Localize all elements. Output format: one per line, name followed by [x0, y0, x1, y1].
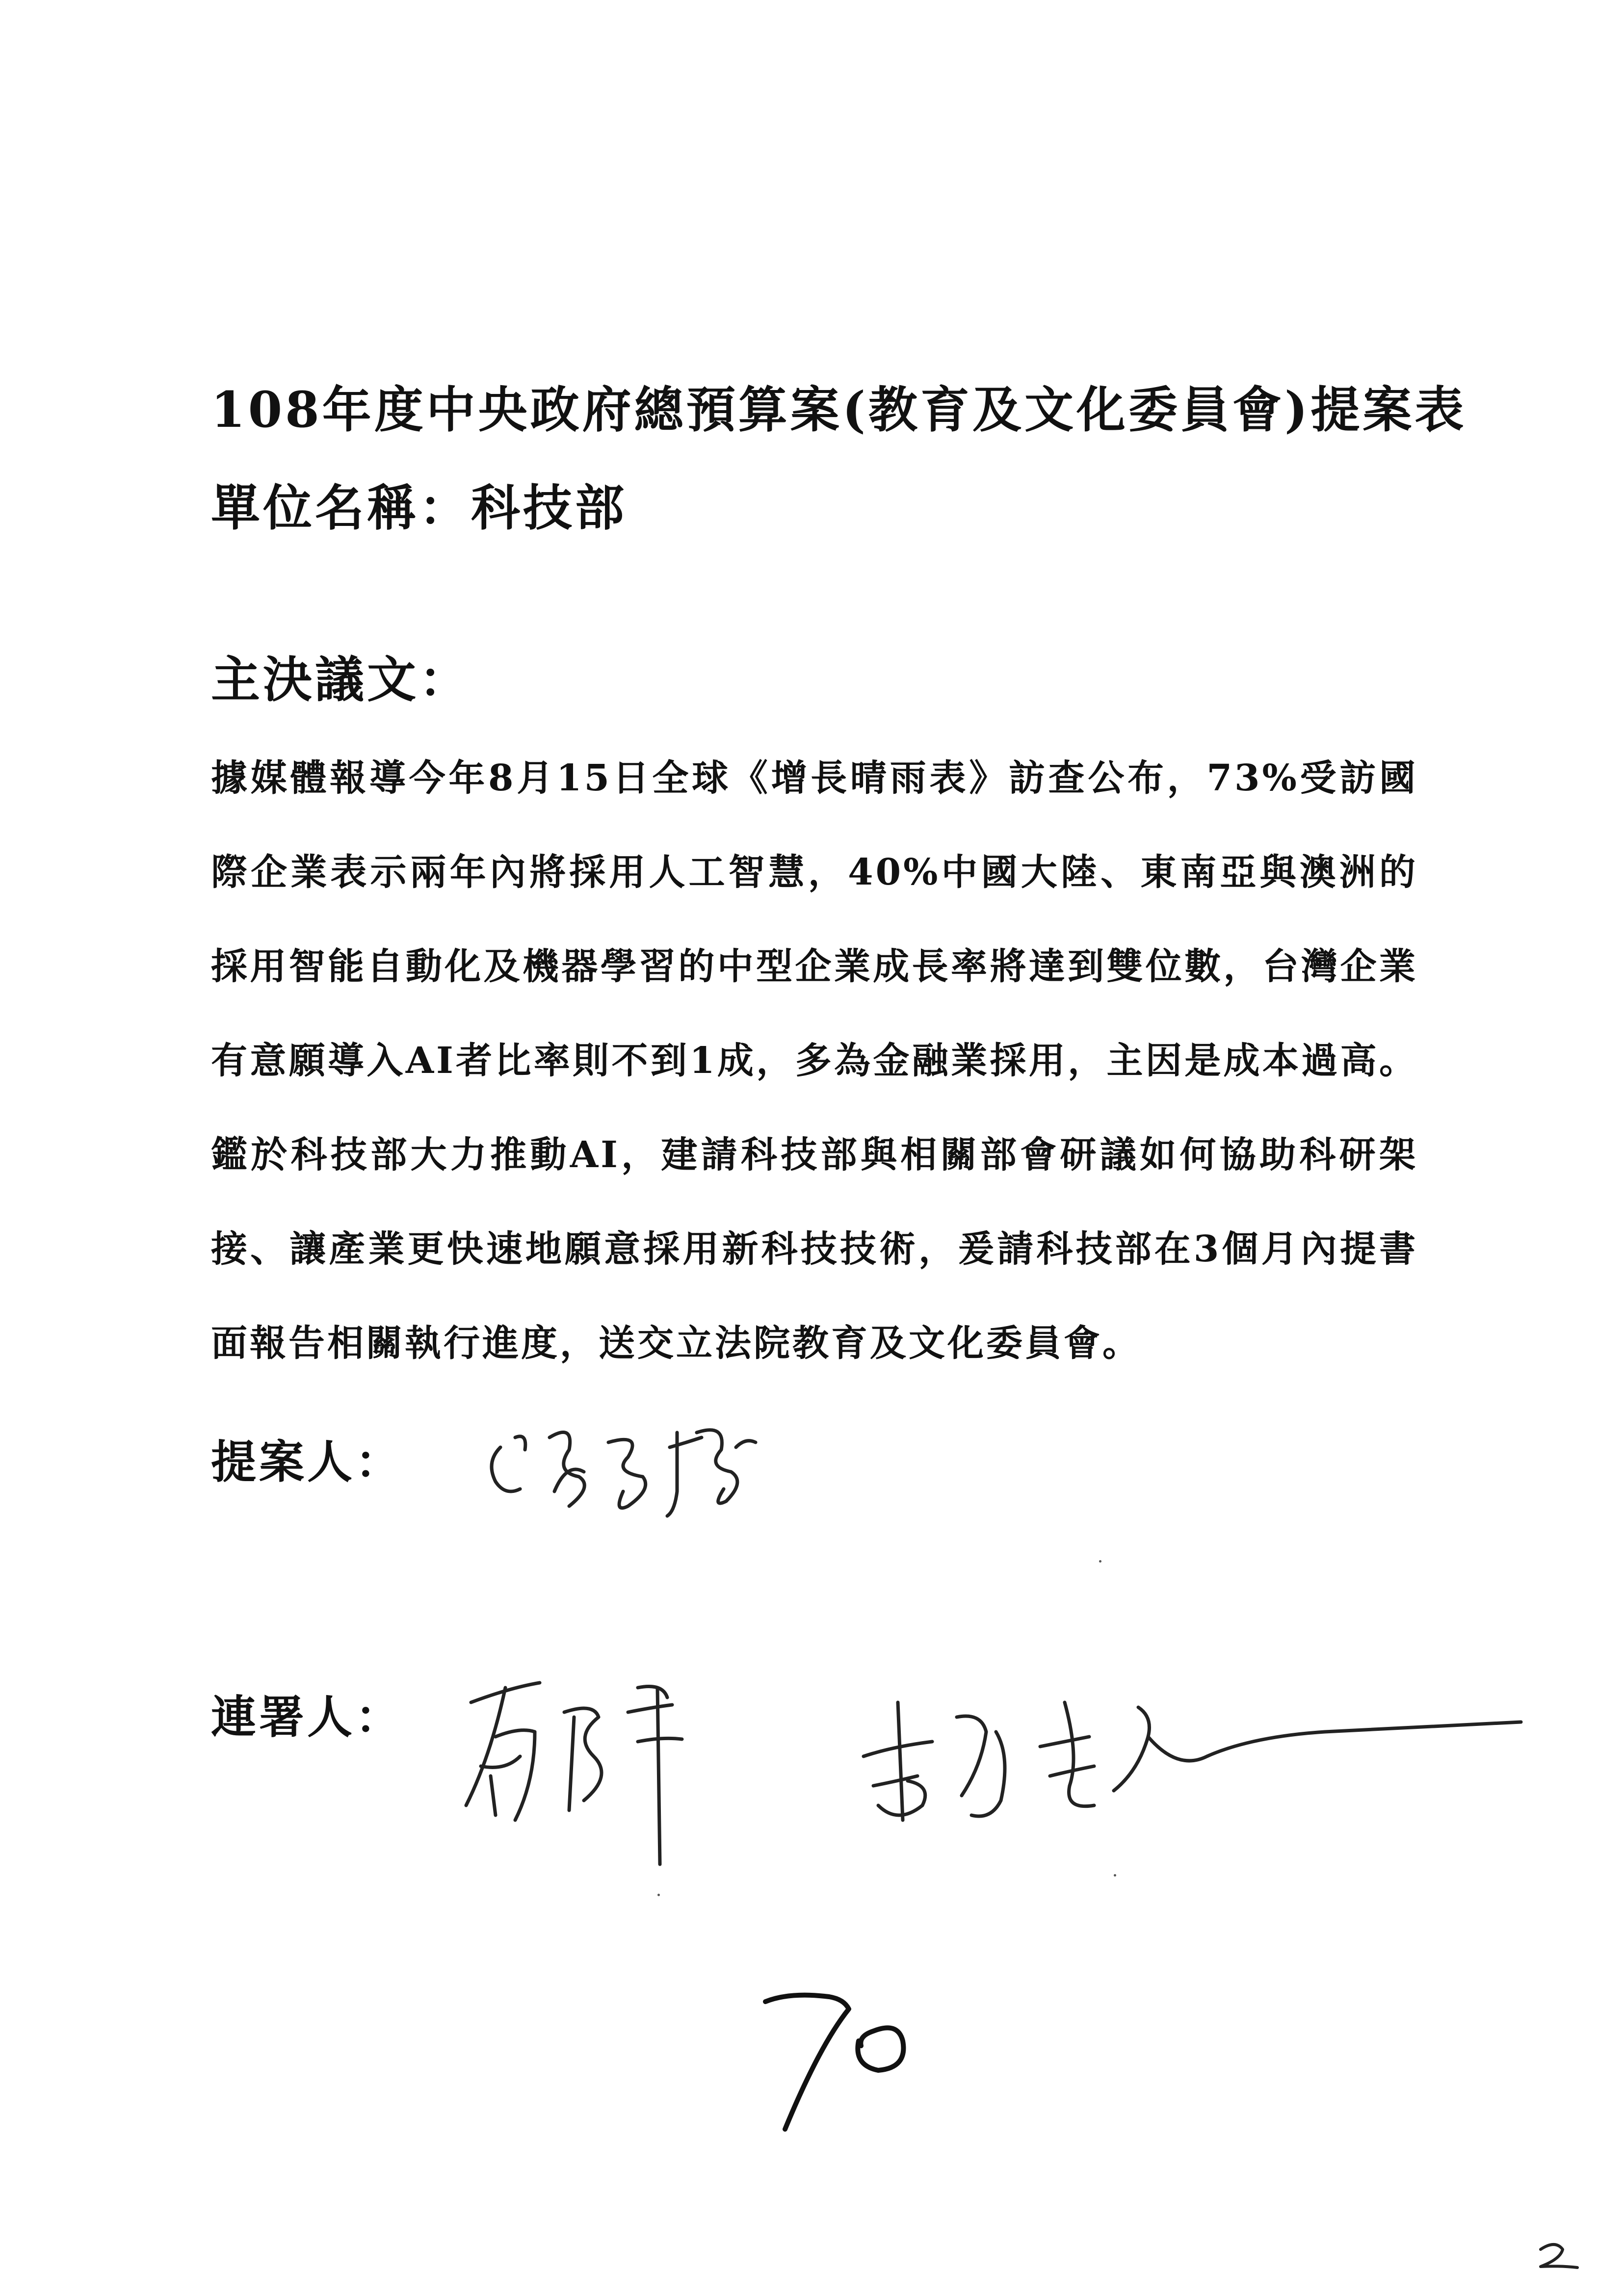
- unit-name: 單位名稱：科技部: [211, 479, 627, 537]
- cosigner-label: 連署人：: [211, 1691, 404, 1744]
- handwritten-page-number: [746, 1962, 952, 2149]
- proposer-signature: [481, 1403, 785, 1531]
- scan-speck: [657, 1894, 660, 1896]
- proposer-label: 提案人：: [211, 1435, 404, 1488]
- scan-speck: [1114, 1874, 1116, 1877]
- resolution-text: 據媒體報導今年8月15日全球《增長晴雨表》訪查公布，73%受訪國際企業表示兩年內將採用人工智慧，40%中國大陸、東南亞與澳洲的採用智能自動化及機器學習的中型企業成長率將達到雙位數，台灣企業有意願導入AI者比率則不到1成，多為金融業採用，主因是成本過高。鑑於科技部大力推動AI，建請科技部與相關部會研議如何協助科研架接、讓產業更快速地願意採用新科技技術，爰請科技部在3個月內提書面報告相關執行進度，送交立法院教育及文化委員會。: [211, 757, 1418, 1364]
- cosigner-signature-2: [834, 1658, 1560, 1879]
- section-heading: 主決議文：: [211, 651, 471, 708]
- scan-speck: [1099, 1560, 1101, 1563]
- document-title: 108年度中央政府總預算案(教育及文化委員會)提案表: [211, 381, 1467, 439]
- corner-page-mark: [1531, 2237, 1585, 2276]
- cosigner-signature-1: [437, 1658, 741, 1889]
